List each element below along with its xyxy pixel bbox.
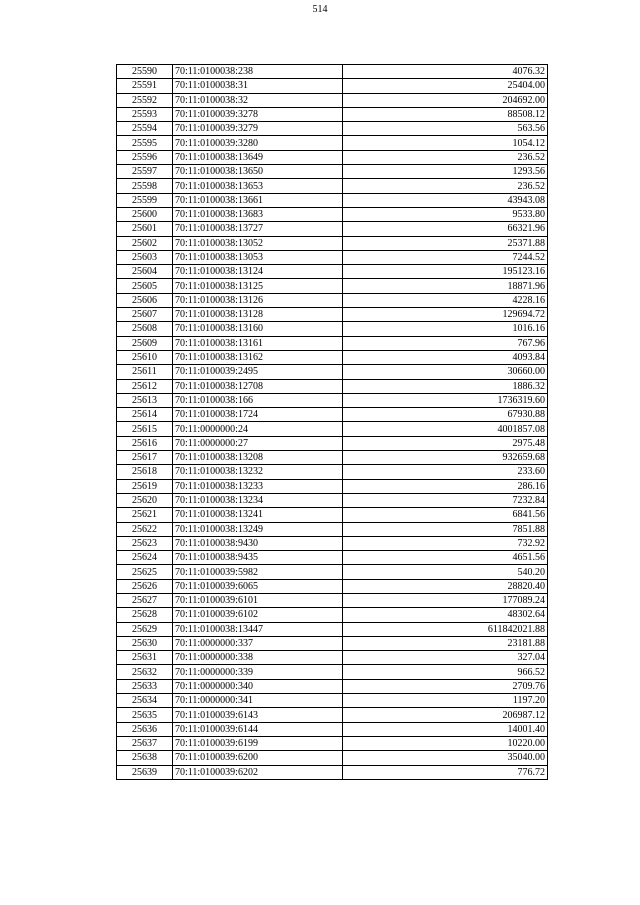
table-row bbox=[117, 365, 548, 379]
cadastral-number-cell: 70:11:0000000:339 bbox=[173, 665, 343, 679]
row-number-cell: 25601 bbox=[117, 222, 173, 236]
cadastral-number-cell: 70:11:0100038:1724 bbox=[173, 408, 343, 422]
row-number-cell: 25610 bbox=[117, 350, 173, 364]
value-cell: 14001.40 bbox=[343, 722, 548, 736]
value-cell: 286.16 bbox=[343, 479, 548, 493]
value-cell: 236.52 bbox=[343, 150, 548, 164]
value-cell: 7232.84 bbox=[343, 493, 548, 507]
table-row bbox=[117, 222, 548, 236]
row-number-cell: 25637 bbox=[117, 736, 173, 750]
cadastral-number-cell: 70:11:0100038:9435 bbox=[173, 551, 343, 565]
table-row bbox=[117, 551, 548, 565]
value-cell: 966.52 bbox=[343, 665, 548, 679]
cadastral-number-cell: 70:11:0100038:13650 bbox=[173, 165, 343, 179]
value-cell: 67930.88 bbox=[343, 408, 548, 422]
table-row bbox=[117, 107, 548, 121]
table-row bbox=[117, 451, 548, 465]
table-row bbox=[117, 136, 548, 150]
row-number-cell: 25609 bbox=[117, 336, 173, 350]
table-row bbox=[117, 150, 548, 164]
cadastral-number-cell: 70:11:0000000:24 bbox=[173, 422, 343, 436]
row-number-cell: 25591 bbox=[117, 79, 173, 93]
cadastral-number-cell: 70:11:0100039:3279 bbox=[173, 122, 343, 136]
row-number-cell: 25635 bbox=[117, 708, 173, 722]
row-number-cell: 25623 bbox=[117, 536, 173, 550]
row-number-cell: 25622 bbox=[117, 522, 173, 536]
table-row bbox=[117, 593, 548, 607]
table-row bbox=[117, 79, 548, 93]
value-cell: 206987.12 bbox=[343, 708, 548, 722]
table-body bbox=[117, 65, 548, 780]
value-cell: 35040.00 bbox=[343, 751, 548, 765]
cadastral-number-cell: 70:11:0100038:12708 bbox=[173, 379, 343, 393]
value-cell: 10220.00 bbox=[343, 736, 548, 750]
cadastral-number-cell: 70:11:0100038:13161 bbox=[173, 336, 343, 350]
table-row bbox=[117, 379, 548, 393]
table-row bbox=[117, 393, 548, 407]
row-number-cell: 25613 bbox=[117, 393, 173, 407]
value-cell: 4228.16 bbox=[343, 293, 548, 307]
row-number-cell: 25619 bbox=[117, 479, 173, 493]
value-cell: 611842021.88 bbox=[343, 622, 548, 636]
table-row bbox=[117, 408, 548, 422]
table-row bbox=[117, 279, 548, 293]
cadastral-number-cell: 70:11:0100038:13162 bbox=[173, 350, 343, 364]
cadastral-number-cell: 70:11:0100038:13053 bbox=[173, 250, 343, 264]
value-cell: 129694.72 bbox=[343, 308, 548, 322]
value-cell: 25371.88 bbox=[343, 236, 548, 250]
row-number-cell: 25638 bbox=[117, 751, 173, 765]
table-row bbox=[117, 622, 548, 636]
value-cell: 563.56 bbox=[343, 122, 548, 136]
row-number-cell: 25594 bbox=[117, 122, 173, 136]
cadastral-number-cell: 70:11:0100038:238 bbox=[173, 65, 343, 79]
value-cell: 43943.08 bbox=[343, 193, 548, 207]
table-row bbox=[117, 493, 548, 507]
row-number-cell: 25614 bbox=[117, 408, 173, 422]
row-number-cell: 25639 bbox=[117, 765, 173, 779]
cadastral-number-cell: 70:11:0100038:31 bbox=[173, 79, 343, 93]
row-number-cell: 25607 bbox=[117, 308, 173, 322]
table-row bbox=[117, 465, 548, 479]
value-cell: 4076.32 bbox=[343, 65, 548, 79]
value-cell: 1293.56 bbox=[343, 165, 548, 179]
table-row bbox=[117, 436, 548, 450]
value-cell: 233.60 bbox=[343, 465, 548, 479]
cadastral-number-cell: 70:11:0100038:13233 bbox=[173, 479, 343, 493]
cadastral-value-table bbox=[116, 64, 548, 780]
row-number-cell: 25602 bbox=[117, 236, 173, 250]
table-row bbox=[117, 336, 548, 350]
table-row bbox=[117, 608, 548, 622]
table-row bbox=[117, 322, 548, 336]
cadastral-number-cell: 70:11:0100038:13128 bbox=[173, 308, 343, 322]
cadastral-number-cell: 70:11:0000000:337 bbox=[173, 636, 343, 650]
value-cell: 767.96 bbox=[343, 336, 548, 350]
cadastral-number-cell: 70:11:0100038:13653 bbox=[173, 179, 343, 193]
cadastral-number-cell: 70:11:0100038:13160 bbox=[173, 322, 343, 336]
row-number-cell: 25617 bbox=[117, 451, 173, 465]
value-cell: 66321.96 bbox=[343, 222, 548, 236]
table-row bbox=[117, 665, 548, 679]
cadastral-number-cell: 70:11:0100038:13232 bbox=[173, 465, 343, 479]
table-row bbox=[117, 193, 548, 207]
table-row bbox=[117, 207, 548, 221]
value-cell: 4001857.08 bbox=[343, 422, 548, 436]
row-number-cell: 25621 bbox=[117, 508, 173, 522]
table-row bbox=[117, 651, 548, 665]
cadastral-number-cell: 70:11:0100039:6065 bbox=[173, 579, 343, 593]
table-row bbox=[117, 536, 548, 550]
row-number-cell: 25606 bbox=[117, 293, 173, 307]
cadastral-number-cell: 70:11:0100038:13052 bbox=[173, 236, 343, 250]
value-cell: 195123.16 bbox=[343, 265, 548, 279]
row-number-cell: 25593 bbox=[117, 107, 173, 121]
cadastral-number-cell: 70:11:0100038:13249 bbox=[173, 522, 343, 536]
table-row bbox=[117, 179, 548, 193]
value-cell: 9533.80 bbox=[343, 207, 548, 221]
value-cell: 1054.12 bbox=[343, 136, 548, 150]
cadastral-number-cell: 70:11:0100039:3278 bbox=[173, 107, 343, 121]
row-number-cell: 25628 bbox=[117, 608, 173, 622]
cadastral-number-cell: 70:11:0100038:166 bbox=[173, 393, 343, 407]
value-cell: 7851.88 bbox=[343, 522, 548, 536]
table-row bbox=[117, 708, 548, 722]
cadastral-number-cell: 70:11:0100038:13125 bbox=[173, 279, 343, 293]
cadastral-number-cell: 70:11:0100039:6101 bbox=[173, 593, 343, 607]
row-number-cell: 25596 bbox=[117, 150, 173, 164]
table-row bbox=[117, 722, 548, 736]
cadastral-number-cell: 70:11:0100038:13727 bbox=[173, 222, 343, 236]
row-number-cell: 25615 bbox=[117, 422, 173, 436]
value-cell: 25404.00 bbox=[343, 79, 548, 93]
row-number-cell: 25627 bbox=[117, 593, 173, 607]
table-row bbox=[117, 265, 548, 279]
cadastral-number-cell: 70:11:0100038:13661 bbox=[173, 193, 343, 207]
cadastral-number-cell: 70:11:0100038:32 bbox=[173, 93, 343, 107]
cadastral-number-cell: 70:11:0100038:13649 bbox=[173, 150, 343, 164]
table-row bbox=[117, 422, 548, 436]
value-cell: 4093.84 bbox=[343, 350, 548, 364]
value-cell: 1886.32 bbox=[343, 379, 548, 393]
cadastral-number-cell: 70:11:0100038:13683 bbox=[173, 207, 343, 221]
value-cell: 48302.64 bbox=[343, 608, 548, 622]
value-cell: 1197.20 bbox=[343, 694, 548, 708]
row-number-cell: 25590 bbox=[117, 65, 173, 79]
table-row bbox=[117, 293, 548, 307]
value-cell: 540.20 bbox=[343, 565, 548, 579]
cadastral-number-cell: 70:11:0000000:341 bbox=[173, 694, 343, 708]
table-row bbox=[117, 93, 548, 107]
table-row bbox=[117, 636, 548, 650]
table-row bbox=[117, 479, 548, 493]
value-cell: 776.72 bbox=[343, 765, 548, 779]
row-number-cell: 25616 bbox=[117, 436, 173, 450]
row-number-cell: 25630 bbox=[117, 636, 173, 650]
cadastral-number-cell: 70:11:0100039:6202 bbox=[173, 765, 343, 779]
value-cell: 2709.76 bbox=[343, 679, 548, 693]
row-number-cell: 25620 bbox=[117, 493, 173, 507]
cadastral-number-cell: 70:11:0100039:6102 bbox=[173, 608, 343, 622]
cadastral-number-cell: 70:11:0100038:13126 bbox=[173, 293, 343, 307]
table-row bbox=[117, 236, 548, 250]
value-cell: 7244.52 bbox=[343, 250, 548, 264]
row-number-cell: 25600 bbox=[117, 207, 173, 221]
value-cell: 88508.12 bbox=[343, 107, 548, 121]
row-number-cell: 25624 bbox=[117, 551, 173, 565]
table-row bbox=[117, 308, 548, 322]
value-cell: 732.92 bbox=[343, 536, 548, 550]
row-number-cell: 25629 bbox=[117, 622, 173, 636]
cadastral-number-cell: 70:11:0100039:6144 bbox=[173, 722, 343, 736]
row-number-cell: 25625 bbox=[117, 565, 173, 579]
row-number-cell: 25597 bbox=[117, 165, 173, 179]
cadastral-number-cell: 70:11:0100039:5982 bbox=[173, 565, 343, 579]
table-row bbox=[117, 250, 548, 264]
table-row bbox=[117, 565, 548, 579]
row-number-cell: 25598 bbox=[117, 179, 173, 193]
table-row bbox=[117, 522, 548, 536]
row-number-cell: 25599 bbox=[117, 193, 173, 207]
table-row bbox=[117, 679, 548, 693]
cadastral-number-cell: 70:11:0100038:13447 bbox=[173, 622, 343, 636]
cadastral-number-cell: 70:11:0100039:6143 bbox=[173, 708, 343, 722]
row-number-cell: 25618 bbox=[117, 465, 173, 479]
row-number-cell: 25626 bbox=[117, 579, 173, 593]
value-cell: 30660.00 bbox=[343, 365, 548, 379]
cadastral-number-cell: 70:11:0100038:13241 bbox=[173, 508, 343, 522]
cadastral-number-cell: 70:11:0100039:6200 bbox=[173, 751, 343, 765]
row-number-cell: 25592 bbox=[117, 93, 173, 107]
value-cell: 932659.68 bbox=[343, 451, 548, 465]
row-number-cell: 25636 bbox=[117, 722, 173, 736]
table-row bbox=[117, 736, 548, 750]
cadastral-number-cell: 70:11:0100038:13208 bbox=[173, 451, 343, 465]
table-row bbox=[117, 508, 548, 522]
table-row bbox=[117, 694, 548, 708]
row-number-cell: 25603 bbox=[117, 250, 173, 264]
cadastral-number-cell: 70:11:0100039:6199 bbox=[173, 736, 343, 750]
value-cell: 204692.00 bbox=[343, 93, 548, 107]
row-number-cell: 25611 bbox=[117, 365, 173, 379]
table-row bbox=[117, 65, 548, 79]
row-number-cell: 25595 bbox=[117, 136, 173, 150]
value-cell: 327.04 bbox=[343, 651, 548, 665]
row-number-cell: 25604 bbox=[117, 265, 173, 279]
row-number-cell: 25633 bbox=[117, 679, 173, 693]
cadastral-number-cell: 70:11:0000000:27 bbox=[173, 436, 343, 450]
row-number-cell: 25631 bbox=[117, 651, 173, 665]
value-cell: 1016.16 bbox=[343, 322, 548, 336]
cadastral-number-cell: 70:11:0100038:13234 bbox=[173, 493, 343, 507]
row-number-cell: 25634 bbox=[117, 694, 173, 708]
row-number-cell: 25605 bbox=[117, 279, 173, 293]
row-number-cell: 25632 bbox=[117, 665, 173, 679]
row-number-cell: 25608 bbox=[117, 322, 173, 336]
value-cell: 177089.24 bbox=[343, 593, 548, 607]
table-row bbox=[117, 751, 548, 765]
table-row bbox=[117, 765, 548, 779]
row-number-cell: 25612 bbox=[117, 379, 173, 393]
table-row bbox=[117, 350, 548, 364]
cadastral-number-cell: 70:11:0100038:9430 bbox=[173, 536, 343, 550]
table-row bbox=[117, 165, 548, 179]
cadastral-number-cell: 70:11:0100039:3280 bbox=[173, 136, 343, 150]
cadastral-number-cell: 70:11:0000000:340 bbox=[173, 679, 343, 693]
value-cell: 28820.40 bbox=[343, 579, 548, 593]
page-number: 514 bbox=[312, 4, 328, 15]
cadastral-number-cell: 70:11:0100038:13124 bbox=[173, 265, 343, 279]
table-row bbox=[117, 122, 548, 136]
value-cell: 1736319.60 bbox=[343, 393, 548, 407]
cadastral-number-cell: 70:11:0000000:338 bbox=[173, 651, 343, 665]
value-cell: 2975.48 bbox=[343, 436, 548, 450]
value-cell: 4651.56 bbox=[343, 551, 548, 565]
value-cell: 236.52 bbox=[343, 179, 548, 193]
value-cell: 6841.56 bbox=[343, 508, 548, 522]
cadastral-number-cell: 70:11:0100039:2495 bbox=[173, 365, 343, 379]
value-cell: 18871.96 bbox=[343, 279, 548, 293]
value-cell: 23181.88 bbox=[343, 636, 548, 650]
table-row bbox=[117, 579, 548, 593]
